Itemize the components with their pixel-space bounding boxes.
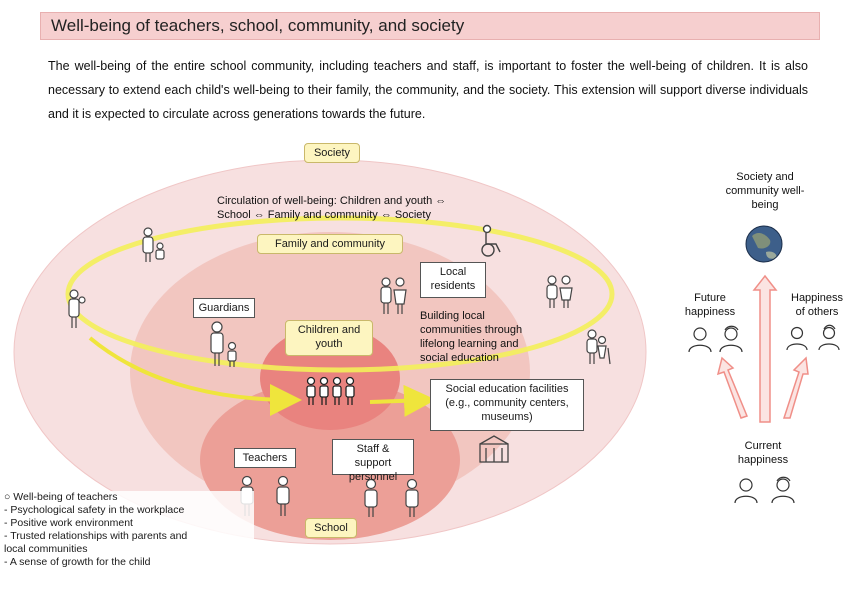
local-residents-label: Local residents <box>420 262 486 298</box>
circulation-line-2: School ⇔ Family and community ⇔ Society <box>217 209 431 221</box>
teacher-wellbeing-item: local communities <box>4 543 88 555</box>
children-youth-label: Children and youth <box>285 320 373 356</box>
happiness-of-others-people-icon <box>787 325 839 350</box>
earth-globe-icon <box>746 226 782 262</box>
school-label: School <box>305 518 357 538</box>
society-wellbeing-label: Society and community well-being <box>725 171 805 211</box>
social-facilities-label: Social education facilities (e.g., community centers, museums) <box>430 379 584 431</box>
current-happiness-people-icon <box>735 477 794 503</box>
guardians-label: Guardians <box>193 298 255 318</box>
staff-support-label: Staff & support personnel <box>332 439 414 475</box>
current-happiness-label: Current happiness <box>737 440 789 466</box>
society-label: Society <box>304 143 360 163</box>
teachers-label: Teachers <box>234 448 296 468</box>
teacher-wellbeing-item: - Trusted relationships with parents and <box>4 530 188 542</box>
happiness-others-label: Happiness of others <box>791 292 843 318</box>
teacher-wellbeing-list <box>4 491 254 569</box>
future-happiness-label: Future happiness <box>684 292 736 318</box>
intro-paragraph: The well-being of the entire school community, including teachers and staff, is important to foster the well-being of children. It is also necessary to extend each child's well-being to their family, the community, and the society. This extension will support diverse individuals and it is expected to circulate across generations towards the future. <box>48 59 808 121</box>
circulation-line-1: Circulation of well-being: Children and youth ⇔ <box>217 195 447 207</box>
building-local-text: Building local communities through lifelong learning and social education <box>420 310 523 364</box>
teacher-wellbeing-item: - Psychological safety in the workplace <box>4 504 185 516</box>
arrow-children-to-facilities <box>370 400 428 402</box>
teacher-wellbeing-heading: ○ Well-being of teachers <box>4 491 118 503</box>
teacher-wellbeing-item: - A sense of growth for the child <box>4 556 151 568</box>
page-title: Well-being of teachers, school, community, and society <box>51 16 465 35</box>
teacher-wellbeing-item: - Positive work environment <box>4 517 133 529</box>
family-community-label: Family and community <box>257 234 403 254</box>
future-happiness-people-icon <box>689 326 742 352</box>
